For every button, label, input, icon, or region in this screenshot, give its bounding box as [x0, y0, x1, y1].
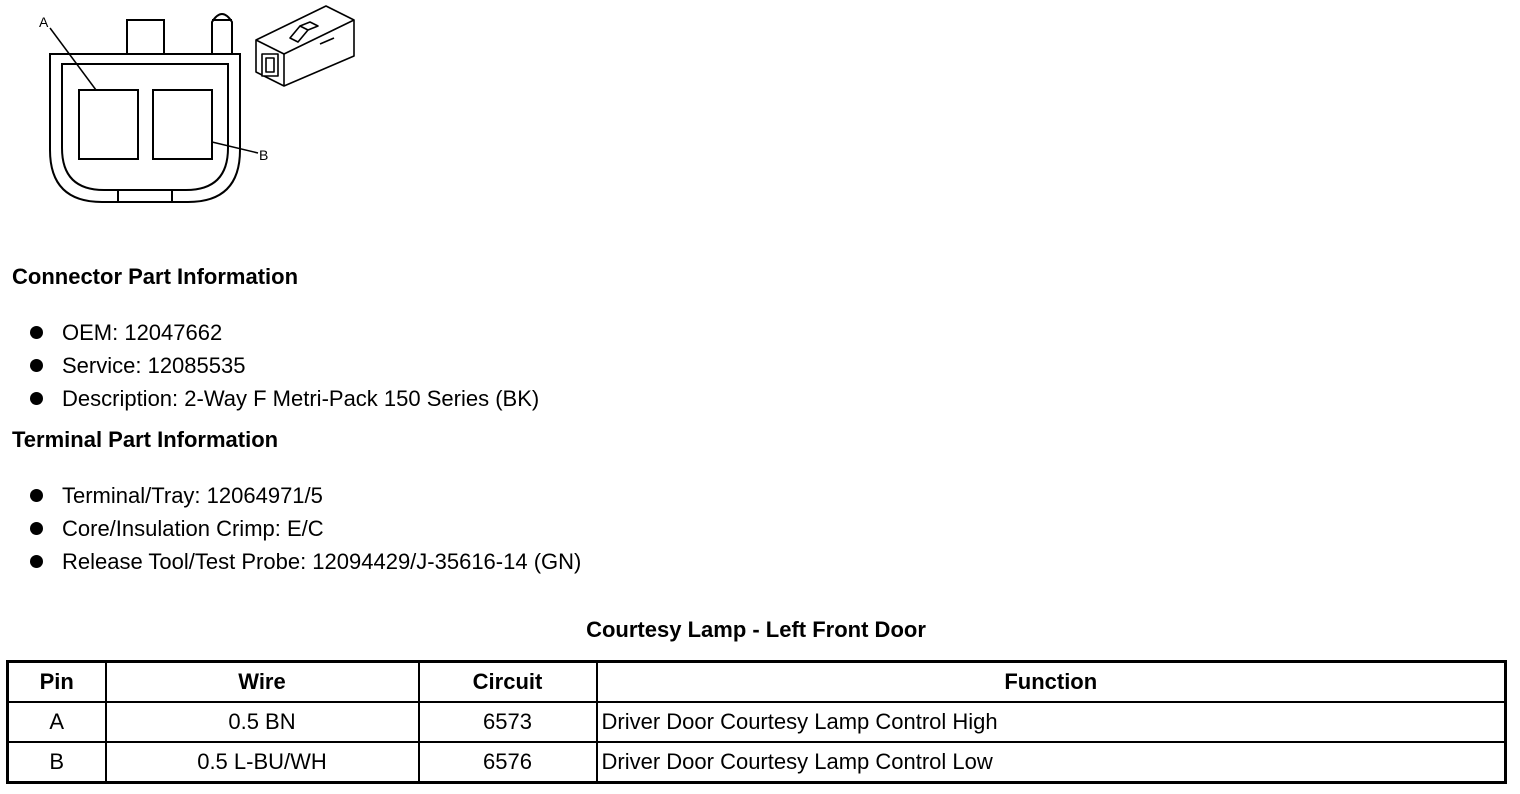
table-row [8, 702, 1506, 742]
column-header-circuit: Circuit [419, 662, 597, 703]
bullet-icon [30, 326, 43, 339]
table-row [8, 742, 1506, 783]
list-item [28, 512, 581, 545]
list-item [28, 382, 539, 415]
connector-part-info-list [28, 316, 539, 415]
bullet-icon [30, 555, 43, 568]
cell-pin: A [8, 702, 106, 742]
cell-circuit: 6573 [419, 702, 597, 742]
terminal-part-info-heading: Terminal Part Information [12, 427, 279, 452]
pin-a-leader [50, 28, 96, 90]
cell-pin: B [8, 742, 106, 783]
bullet-icon [30, 489, 43, 502]
column-header-wire: Wire [106, 662, 419, 703]
list-item-text: Description: 2-Way F Metri-Pack 150 Series (BK) [62, 386, 540, 411]
connector-latch [127, 20, 164, 54]
table-title: Courtesy Lamp - Left Front Door [586, 617, 926, 642]
connector-diagram [0, 0, 380, 215]
pin-a-label: A [39, 14, 49, 30]
pin-table [6, 660, 1507, 784]
table-header-row [8, 662, 1506, 703]
cell-wire: 0.5 BN [106, 702, 419, 742]
connector-iso-view [256, 6, 354, 86]
list-item-text: Core/Insulation Crimp: E/C [62, 516, 324, 541]
pin-b-leader [212, 142, 258, 153]
cell-function: Driver Door Courtesy Lamp Control High [597, 702, 1506, 742]
list-item-text: Release Tool/Test Probe: 12094429/J-35616-14 (GN) [62, 549, 582, 574]
terminal-part-info-list [28, 479, 581, 578]
connector-bottom-key [118, 190, 172, 202]
bullet-icon [30, 522, 43, 535]
bullet-icon [30, 359, 43, 372]
connector-part-info-heading: Connector Part Information [12, 264, 299, 289]
column-header-pin: Pin [8, 662, 106, 703]
list-item-text: Service: 12085535 [62, 353, 246, 378]
cell-function: Driver Door Courtesy Lamp Control Low [597, 742, 1506, 783]
cell-wire: 0.5 L-BU/WH [106, 742, 419, 783]
pin-b-cavity [153, 90, 212, 159]
list-item [28, 316, 539, 349]
bullet-icon [30, 392, 43, 405]
list-item [28, 479, 581, 512]
list-item [28, 545, 581, 578]
column-header-function: Function [597, 662, 1506, 703]
list-item-text: Terminal/Tray: 12064971/5 [62, 483, 323, 508]
list-item [28, 349, 539, 382]
list-item-text: OEM: 12047662 [62, 320, 223, 345]
pin-b-label: B [259, 147, 269, 163]
pin-a-cavity [79, 90, 138, 159]
cell-circuit: 6576 [419, 742, 597, 783]
